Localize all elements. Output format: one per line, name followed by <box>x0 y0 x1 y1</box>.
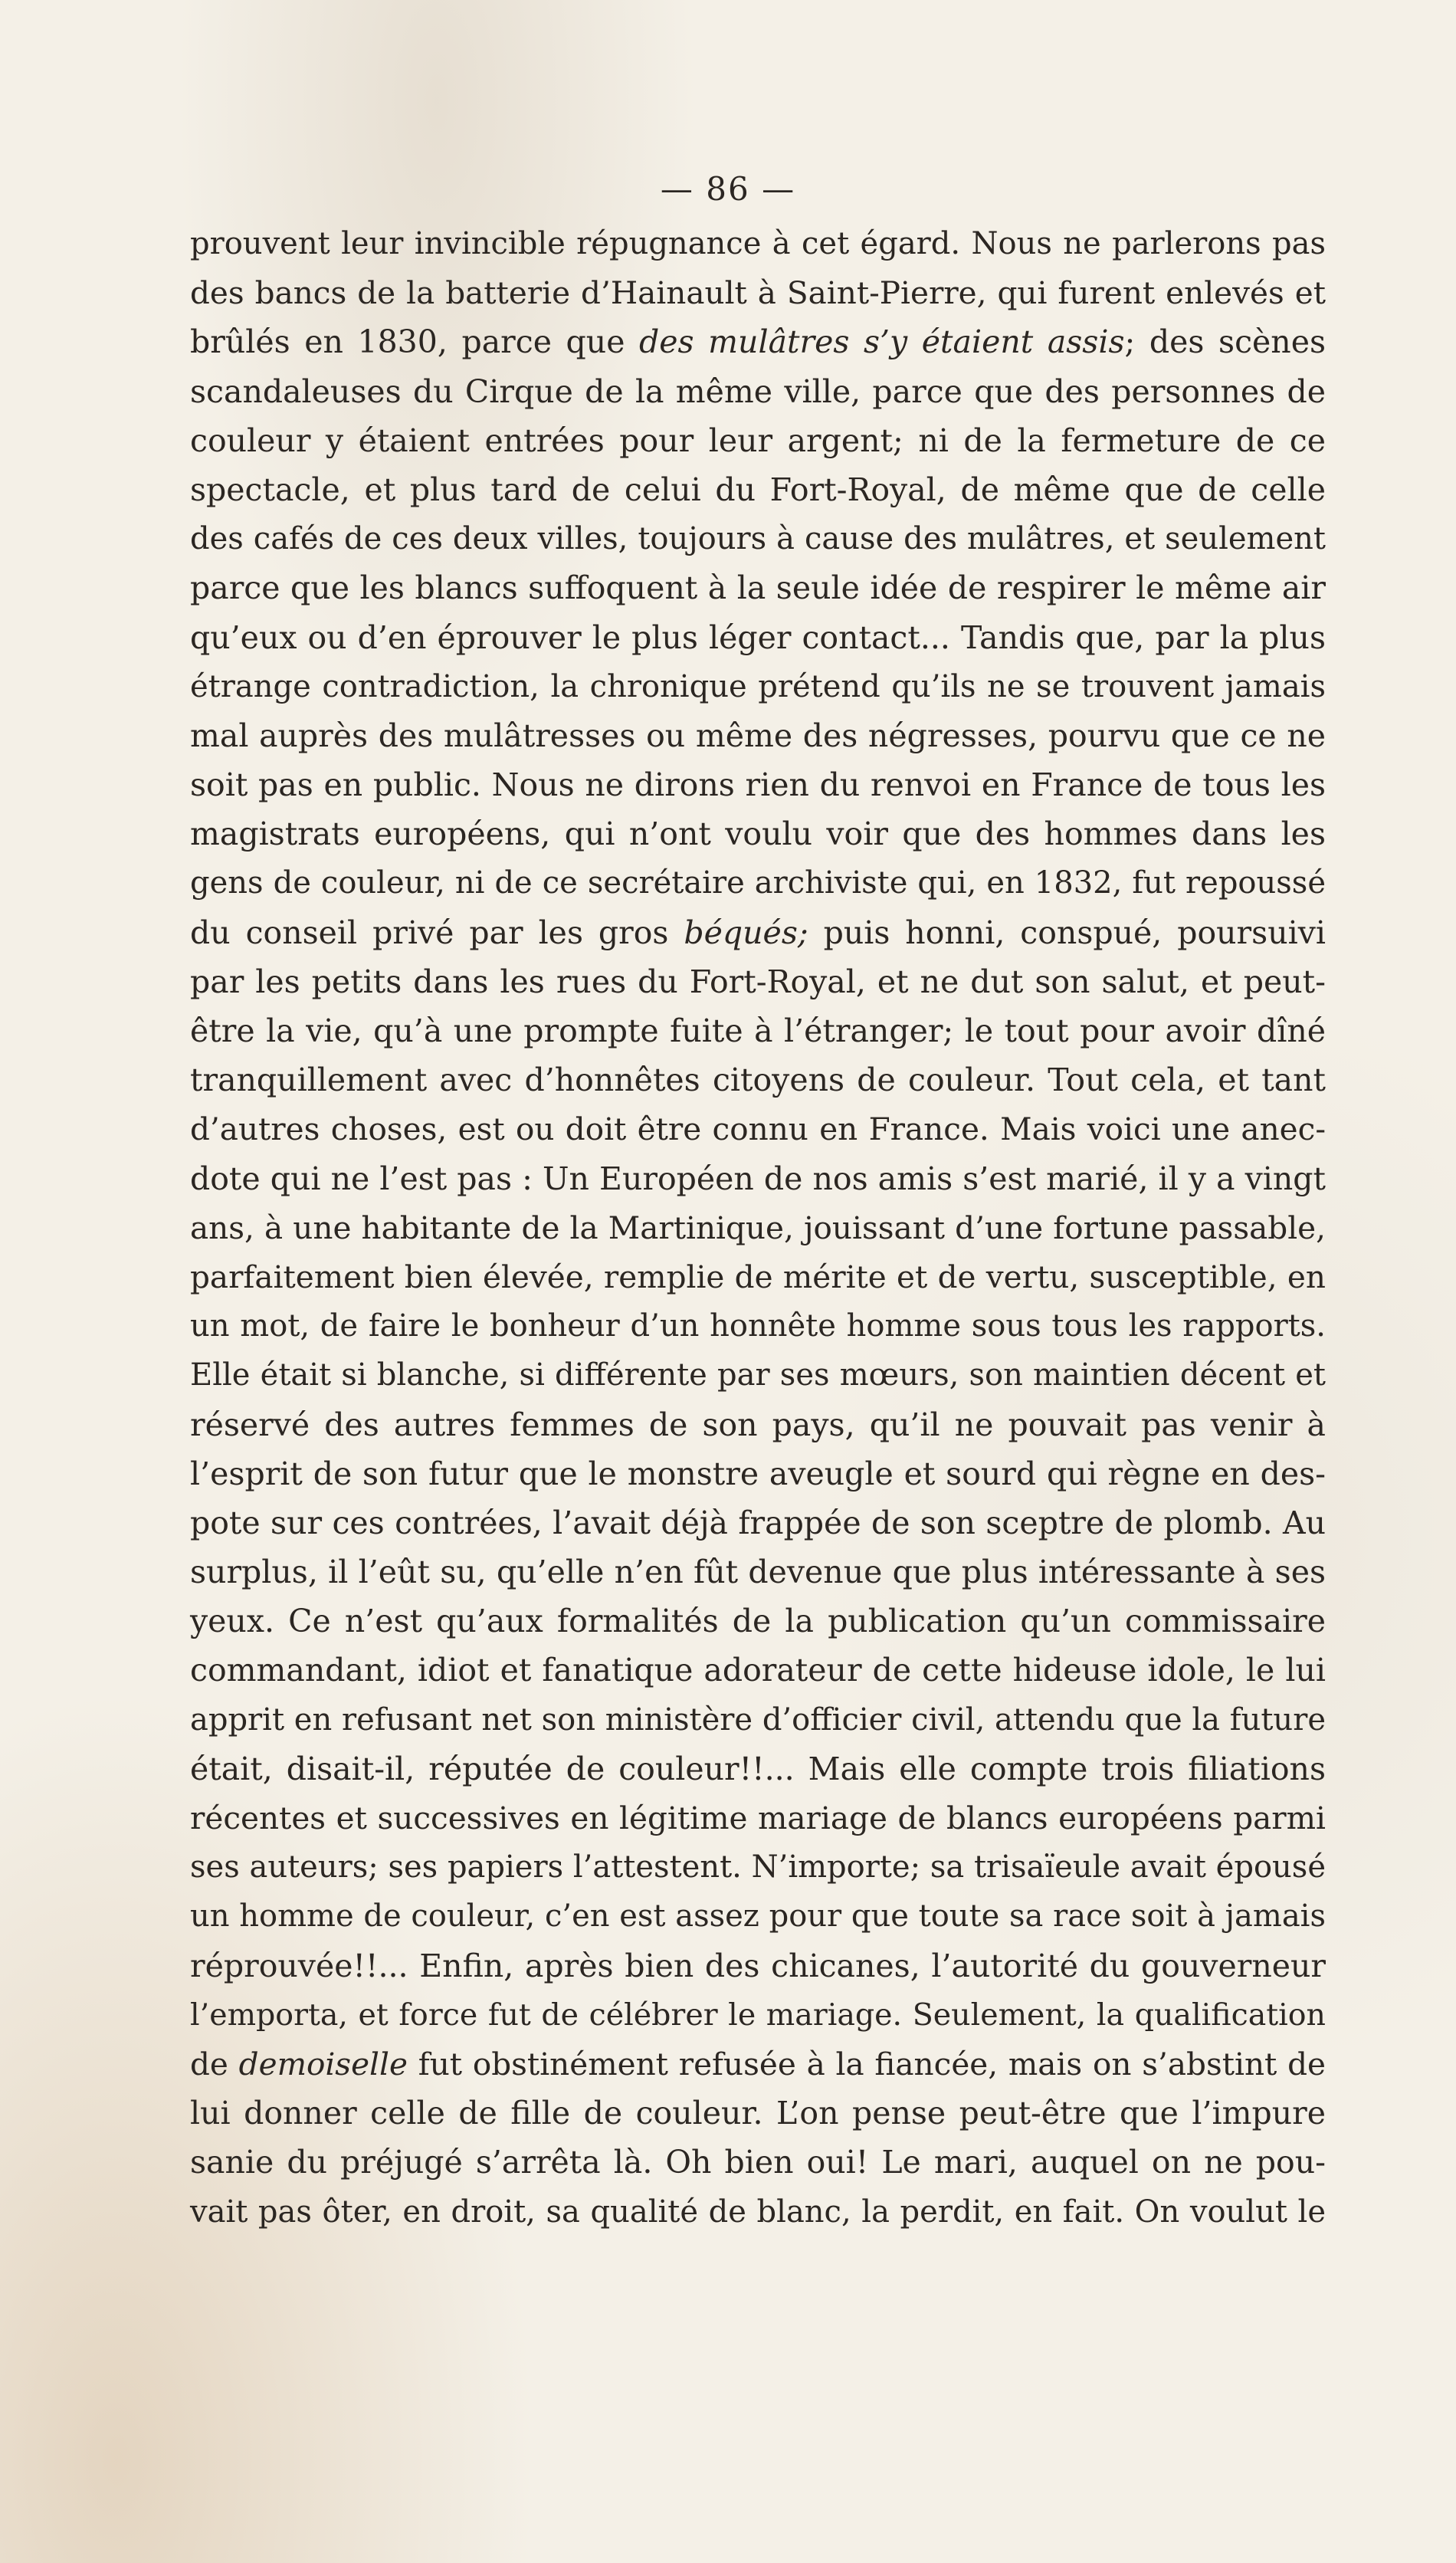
text-line <box>190 1843 1326 1892</box>
text-run: d’autres choses, est ou doit être connu en France. Mais voici une anec- <box>190 1111 1326 1148</box>
text-run: ses auteurs; ses papiers l’attestent. N’importe; sa trisaïeule avait épousé <box>190 1849 1326 1885</box>
text-run: des cafés de ces deux villes, toujours à cause des mulâtres, et seulement <box>190 521 1326 557</box>
text-run: par les petits dans les rues du Fort-Royal, et ne dut son salut, et peut- <box>190 963 1326 1000</box>
text-run: être la vie, qu’à une prompte fuite à l’étranger; le tout pour avoir dîné <box>190 1012 1326 1049</box>
text-run: couleur y étaient entrées pour leur argent; ni de la fermeture de ce <box>190 422 1326 459</box>
text-line <box>190 809 1326 858</box>
text-line <box>190 1252 1326 1301</box>
text-line <box>190 514 1326 563</box>
text-run: tranquillement avec d’honnêtes citoyens de couleur. Tout cela, et tant <box>190 1062 1326 1099</box>
text-run: était, disait-il, réputée de couleur!!... Mais elle compte trois filiations <box>190 1750 1326 1787</box>
text-line <box>190 1695 1326 1744</box>
text-run: l’esprit de son futur que le monstre aveugle et sourd qui règne en des- <box>190 1455 1326 1492</box>
text-run: scandaleuses du Cirque de la même ville, parce que des personnes de <box>190 372 1326 410</box>
text-run: parce que les blancs suffoquent à la seule idée de respirer le même air <box>190 569 1326 607</box>
text-line <box>190 858 1326 907</box>
text-line <box>190 1203 1326 1252</box>
text-run: soit pas en public. Nous ne dirons rien du renvoi en France de tous les <box>190 766 1326 804</box>
text-line <box>190 1301 1326 1350</box>
text-line <box>190 219 1326 268</box>
text-run: vait pas ôter, en droit, sa qualité de blanc, la perdit, en fait. On voulut le <box>190 2194 1326 2230</box>
text-line <box>190 760 1326 809</box>
text-line <box>190 1400 1326 1449</box>
text-run: parfaitement bien élevée, remplie de mérite et de vertu, susceptible, en <box>190 1258 1326 1295</box>
text-run: dote qui ne l’est pas : Un Européen de nos amis s’est marié, il y a vingt <box>190 1160 1326 1197</box>
italic-text: béqués; <box>684 914 808 951</box>
text-run: ans, à une habitante de la Martinique, jouissant d’une fortune passable, <box>190 1209 1326 1246</box>
text-run: réprouvée!!... Enfin, après bien des chicanes, l’autorité du gouverneur <box>190 1947 1326 1984</box>
text-line <box>190 563 1326 612</box>
text-run: de <box>190 2045 239 2082</box>
text-run: surplus, il l’eût su, qu’elle n’en fût devenue que plus intéressante à ses <box>190 1554 1326 1591</box>
text-run: du conseil privé par les gros <box>190 914 684 951</box>
text-line <box>190 613 1326 662</box>
body-text <box>190 219 1326 2236</box>
text-run: pote sur ces contrées, l’avait déjà frappée de son sceptre de plomb. Au <box>190 1504 1326 1541</box>
text-run: Elle était si blanche, si différente par ses mœurs, son maintien décent et <box>190 1357 1326 1393</box>
text-line <box>190 1941 1326 1990</box>
text-run: apprit en refusant net son ministère d’officier civil, attendu que la future <box>190 1702 1326 1738</box>
text-run: des bancs de la batterie d’Hainault à Saint-Pierre, qui furent enlevés et <box>190 274 1326 312</box>
italic-text: des mulâtres s’y étaient assis <box>639 323 1125 361</box>
text-run: spectacle, et plus tard de celui du Fort-Royal, de même que de celle <box>190 471 1326 508</box>
text-run: étrange contradiction, la chronique prétend qu’ils ne se trouvent jamais <box>190 668 1326 704</box>
text-line <box>190 1449 1326 1498</box>
text-line <box>190 2089 1326 2138</box>
text-line <box>190 367 1326 416</box>
text-run: réservé des autres femmes de son pays, qu’il ne pouvait pas venir à <box>190 1406 1326 1443</box>
text-line <box>190 2138 1326 2187</box>
text-line <box>190 416 1326 465</box>
text-run: lui donner celle de fille de couleur. L’on pense peut-être que l’impure <box>190 2095 1326 2132</box>
text-line <box>190 1104 1326 1154</box>
text-line <box>190 711 1326 760</box>
text-line <box>190 1154 1326 1203</box>
text-line <box>190 2040 1326 2089</box>
text-run: qu’eux ou d’en éprouver le plus léger contact... Tandis que, par la plus <box>190 619 1326 656</box>
italic-text: demoiselle <box>238 2045 408 2082</box>
text-run: magistrats européens, qui n’ont voulu voir que des hommes dans les <box>190 816 1326 853</box>
text-run: mal auprès des mulâtresses ou même des négresses, pourvu que ce ne <box>190 717 1326 754</box>
text-line <box>190 1597 1326 1646</box>
text-line <box>190 1547 1326 1597</box>
text-line <box>190 1793 1326 1843</box>
text-line <box>190 465 1326 514</box>
text-run: commandant, idiot et fanatique adorateur de cette hideuse idole, le lui <box>190 1652 1326 1689</box>
text-run: un mot, de faire le bonheur d’un honnête homme sous tous les rapports. <box>190 1308 1326 1344</box>
text-line <box>190 317 1326 366</box>
text-run: un homme de couleur, c’en est assez pour que toute sa race soit à jamais <box>190 1898 1326 1935</box>
text-run: puis honni, conspué, poursuivi <box>808 914 1326 951</box>
text-line <box>190 1990 1326 2040</box>
text-line <box>190 957 1326 1006</box>
text-line <box>190 1892 1326 1941</box>
text-run: gens de couleur, ni de ce secrétaire archiviste qui, en 1832, fut repoussé <box>190 865 1326 901</box>
text-run: fut obstinément refusée à la fiancée, mais on s’abstint de <box>407 2045 1326 2082</box>
text-line <box>190 2187 1326 2236</box>
text-line <box>190 1350 1326 1400</box>
text-run: l’emporta, et force fut de célébrer le mariage. Seulement, la qualification <box>190 1997 1326 2033</box>
page-number: — 86 — <box>660 170 796 208</box>
text-line <box>190 1646 1326 1695</box>
text-run: sanie du préjugé s’arrêta là. Oh bien oui! Le mari, auquel on ne pou- <box>190 2144 1326 2181</box>
text-line <box>190 1055 1326 1104</box>
text-line <box>190 1744 1326 1793</box>
text-line <box>190 908 1326 957</box>
text-line <box>190 1006 1326 1055</box>
text-line <box>190 1498 1326 1547</box>
text-line <box>190 268 1326 317</box>
text-run: prouvent leur invincible répugnance à cet égard. Nous ne parlerons pas <box>190 226 1326 261</box>
text-run: ; des scènes <box>1124 323 1326 361</box>
text-line <box>190 662 1326 711</box>
text-run: yeux. Ce n’est qu’aux formalités de la publication qu’un commissaire <box>190 1603 1326 1640</box>
text-run: brûlés en 1830, parce que <box>190 323 640 361</box>
text-run: récentes et successives en légitime mariage de blancs européens parmi <box>190 1800 1326 1836</box>
